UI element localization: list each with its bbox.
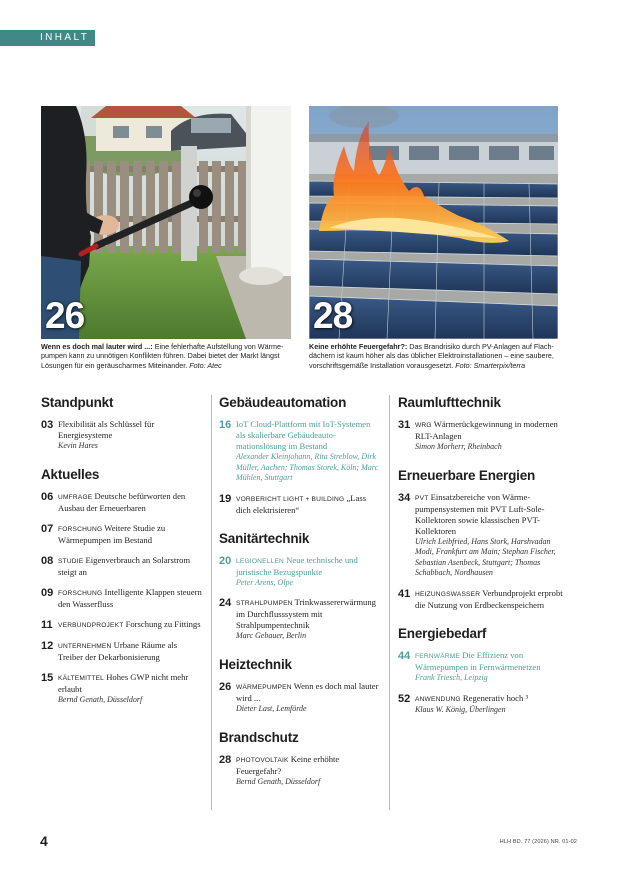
entry-text [236,754,382,788]
entry-page-number: 19 [219,492,232,505]
toc-entry[interactable] [398,693,563,716]
entry-page-number: 41 [398,587,411,600]
caption-text: Das Brandrisiko durch PV-Anlagen auf Flachdächern ist kaum höher als das üblicher Elektroinstallationen – eine saubere, vorschriftsgemäße Installation vorausgesetzt. [309,342,554,370]
entry-page-number: 06 [41,490,54,503]
entry-category: STRAHLPUMPEN [236,600,293,608]
entry-text [236,681,382,715]
entry-title: Wenn es doch mal lauter wird ... [236,680,379,703]
entry-page-number: 31 [398,419,411,431]
column-divider [389,395,390,810]
entry-page-number: 16 [219,419,232,431]
entry-category: PHOTOVOLTAIK [236,756,289,764]
toc-entry[interactable] [41,555,204,578]
entry-category: VORBERICHT LIGHT + BUILDING [236,495,345,503]
toc-entry[interactable] [41,619,204,631]
caption-text: Eine fehlerhafte Aufstellung von Wärmepumpen kann zu unnötigen Konflikten führen. Dabei bietet der Markt längst Lösungen für ein geräuscharmes Miteinander. [41,342,284,370]
photo-caption [41,342,293,370]
entry-text [415,419,563,453]
caption-title: Keine erhöhte Feuergefahr?: [309,342,408,351]
toc-entry[interactable] [41,587,204,610]
entry-page-number: 12 [41,639,54,652]
section-title: Raumlufttechnik [398,395,501,410]
entry-title: Hohes GWP nicht mehr erlaubt [58,671,189,694]
entry-text [236,597,382,642]
entry-title: Intelligente Klappen steuern den Wasserfluss [58,586,202,609]
entry-page-number: 03 [41,419,54,431]
entry-text [58,672,204,706]
entry-text [415,650,563,684]
toc-column-3 [398,395,563,724]
entry-category: STUDIE [58,557,84,565]
entry-text [58,555,204,578]
entry-page-number: 52 [398,692,411,705]
entry-author: Alexander Kleinjohann, Rita Streblow, Dirk Müller, Aachen; Thomas Storek, Köln; Marc Mühlen, Stuttgart [236,452,379,483]
entry-author: Dieter Last, Lemförde [236,703,307,713]
entry-page-number: 44 [398,649,411,662]
entry-text [58,419,204,452]
toc-entry[interactable] [219,597,382,642]
entry-title: Keine erhöhte Feuergefahr? [236,753,340,776]
entry-category: UMFRAGE [58,493,93,501]
entry-category: PVT [415,494,429,502]
toc-entry[interactable] [41,640,204,663]
toc-entry[interactable] [219,555,382,589]
entry-page-number: 24 [219,597,232,610]
entry-category: WRG [415,422,432,429]
entry-page-number: 34 [398,491,411,504]
entry-title: Verbundprojekt erprobt die Nutzung von Erdbeckenspeichern [415,587,563,610]
entry-text [58,619,204,631]
toc-entry[interactable] [219,419,382,484]
photo-page-number: 28 [313,295,353,336]
entry-text [58,491,204,514]
entry-title: Regenerativ hoch ³ [462,692,529,703]
entry-text [58,587,204,610]
entry-text [415,693,563,716]
entry-category: FORSCHUNG [58,525,103,533]
caption-credit: Foto: Smarterpix/terra [455,360,526,370]
column-divider [211,395,212,810]
entry-title: Flexibilität als Schlüssel für Energiesysteme [58,419,155,440]
entry-author: Frank Triesch, Leipzig [415,672,488,682]
toc-entry[interactable] [41,523,204,546]
toc-entry[interactable] [398,419,563,453]
entry-category: VERBUNDPROJEKT [58,621,124,629]
section-title: Heiztechnik [219,656,292,672]
entry-title: IoT Cloud-Plattform mit IoT-Systemen als skalierbare Gebäudeautomationslösung im Bestand [236,419,371,451]
entry-title: Forschung zu Fittings [125,618,201,629]
toc-entry[interactable] [41,419,204,452]
entry-category: FORSCHUNG [58,589,103,597]
entry-page-number: 07 [41,522,54,535]
photo-caption [309,342,561,370]
entry-author: Klaus W. König, Überlingen [415,704,506,714]
entry-page-number: 09 [41,586,54,599]
entry-author: Simon Morherr, Rheinbach [415,442,502,451]
toc-entry[interactable] [41,491,204,514]
photo-pv-fire [309,106,558,339]
entry-page-number: 08 [41,554,54,567]
entry-title: Trinkwassererwärmung im Durchflusssystem mit Strahlpumpentechnik [236,597,376,631]
entry-page-number: 28 [219,753,232,766]
entry-author: Peter Arens, Olpe [236,577,294,587]
entry-category: WÄRMEPUMPEN [236,683,292,691]
entry-page-number: 20 [219,554,232,567]
toc-column-2 [219,395,382,796]
caption-title: Wenn es doch mal lauter wird ...: [41,342,153,351]
entry-author: Kevin Hares [58,441,98,450]
entry-text [236,555,382,589]
entry-title: Einsatzbereiche von Wärmepumpensystemen mit PVT Luft-Sole-Kollektoren sowie klassischen PVT-Kollektoren [415,491,545,536]
entry-author: Bernd Genath, Düsseldorf [58,694,143,704]
entry-title: Urbane Räume als Treiber der Dekarbonisierung [58,639,178,662]
entry-title: Weitere Studie zu Wärmepumpen im Bestand [58,522,166,545]
entry-category: LEGIONELLEN [236,557,285,565]
entry-author: Ulrich Leibfried, Hans Stork, Harshvadan Modi, Frankfurt am Main; Stephan Fischer, Sebastian Asenbeck, Stuttgart; Thomas Schabbach, Nordhausen [415,536,556,578]
section-title: Sanitärtechnik [219,530,310,546]
journal-reference: HLH BD. 77 (2026) NR. 01-02 [499,839,577,845]
entry-title: Die Effizienz von Wärmepumpen in Fernwärmenetzen [415,649,541,672]
toc-column-1 [41,395,204,714]
entry-text [236,419,382,484]
entry-text [236,493,382,516]
photo-heat-pump-noise [41,106,291,339]
entry-title: Neue technische und juristische Bezugspunkte [236,554,358,577]
entry-author: Marc Gebauer, Berlin [236,631,307,641]
entry-text [58,523,204,546]
toc-entry[interactable] [398,650,563,684]
toc-entry[interactable] [398,492,563,579]
entry-category: HEIZUNGSWASSER [415,590,481,598]
toc-entry[interactable] [219,493,382,516]
section-title: Gebäudeautomation [219,395,347,410]
photo-page-number: 26 [45,295,85,336]
section-tab-inhalt: INHALT [0,30,95,46]
section-title: Energiebedarf [398,625,487,641]
entry-text [415,588,563,611]
entry-category: KÄLTEMITTEL [58,674,105,682]
entry-category: ANWENDUNG [415,695,461,703]
entry-title: „Lass dich elektrisieren“ [236,492,367,515]
section-title: Aktuelles [41,466,100,482]
section-title: Standpunkt [41,395,114,410]
toc-entry[interactable] [219,681,382,715]
page-number: 4 [40,833,48,849]
caption-credit: Foto: Atec [189,360,222,370]
entry-author: Bernd Genath, Düsseldorf [236,776,321,786]
entry-title: Deutsche befürworten den Ausbau der Erneuerbaren [58,490,186,513]
entry-page-number: 15 [41,671,54,684]
section-title: Brandschutz [219,729,299,745]
toc-entry[interactable] [398,588,563,611]
entry-title: Wärmerückgewinnung in modernen RLT-Anlagen [415,419,558,441]
toc-entry[interactable] [41,672,204,706]
entry-category: FERNWÄRME [415,652,461,660]
entry-text [58,640,204,663]
toc-entry[interactable] [219,754,382,788]
entry-title: Eigenverbrauch an Solarstrom steigt an [58,554,191,577]
entry-page-number: 11 [41,618,53,631]
entry-category: UNTERNEHMEN [58,642,112,650]
section-title: Erneuerbare Energien [398,467,536,483]
entry-text [415,492,563,579]
entry-page-number: 26 [219,680,232,693]
